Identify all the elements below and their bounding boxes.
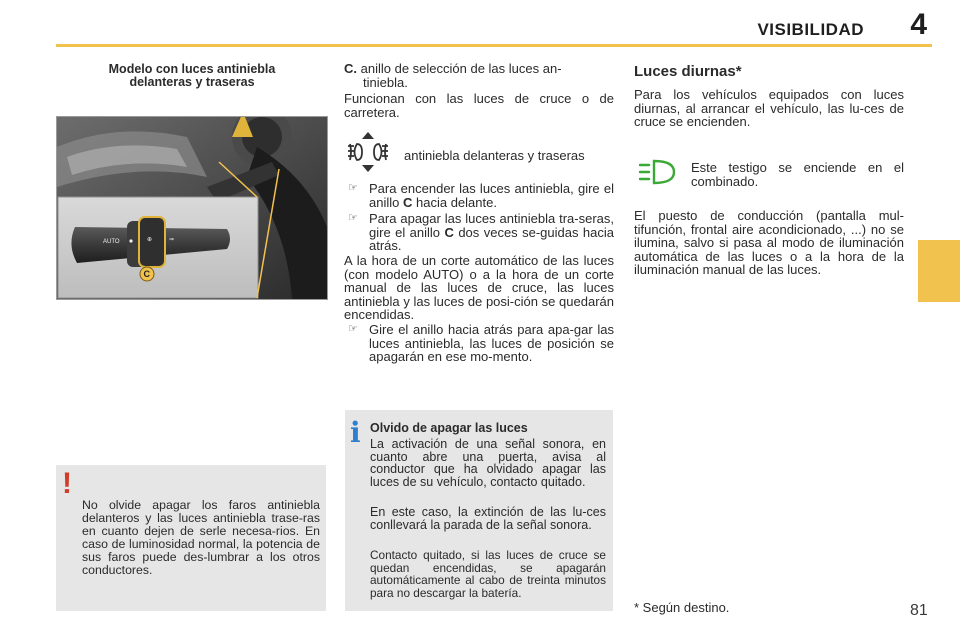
cockpit-lighting-paragraph: El puesto de conducción (pantalla mul-tifunción, frontal aire acondicionado, ...) no se ilumina, salvo si pasa al modo de iluminación automática de las luces o a la hora de la iluminación manual de las luces. [634, 208, 904, 277]
hand-pointer-icon: ☞ [348, 212, 358, 224]
section-heading-fog: Modelo con luces antiniebla delanteras y traseras [108, 62, 276, 89]
ring-c-text-2: tiniebla. [363, 74, 408, 90]
ring-c-text-1: anillo de selección de las luces an- [360, 61, 562, 76]
auto-cutoff-paragraph: A la hora de un corte automático de las luces (con modelo AUTO) o a la hora de un corte manual de las luces de cruce, las luces antiniebla y las luces de posi-ción se quedarán encendidas. [344, 253, 614, 322]
info-paragraph: Contacto quitado, si las luces de cruce se quedan encendidas, se apagarán automáticamente al cabo de treinta minutos para no descargar la batería. [370, 548, 606, 600]
auto-position-label: AUTO [103, 239, 120, 245]
info-title: Olvido de apagar las luces [370, 421, 528, 435]
ring-c-key: C. [344, 61, 357, 76]
hand-pointer-icon: ☞ [348, 182, 358, 194]
instruction-item: ☞ Gire el anillo hacia atrás para apa-gar las luces antiniebla, las luces de posición se apagarán en ese mo-mento. [348, 322, 614, 364]
svg-text:⊕: ⊕ [147, 237, 153, 243]
instruction-item: ☞ Para encender las luces antiniebla, gire el anillo C hacia delante. [348, 181, 614, 210]
info-paragraph: En este caso, la extinción de las lu-ces conllevará la parada de la señal sonora. [370, 505, 606, 532]
section-title-daytime: Luces diurnas* [634, 63, 742, 80]
warning-text: No olvide apagar los faros antiniebla delanteros y las luces antiniebla trase-ras en cuanto dejen de serle necesa-rios. En caso de luminosidad normal, la potencia de sus faros puede des-lumbrar a los otros conductores. [82, 498, 320, 577]
instruction-item: ☞ Para apagar las luces antiniebla tra-seras, gire el anillo C dos veces se-guidas hacia atrás. [348, 211, 615, 253]
function-text: Funcionan con las luces de cruce o de carretera. [344, 91, 614, 120]
front-rear-fog-light-icon [346, 130, 390, 174]
daytime-indicator-text: Este testigo se enciende en el combinado. [691, 160, 904, 189]
light-stalk-illustration [57, 117, 327, 299]
chapter-side-tab [918, 240, 960, 302]
footnote: * Según destino. [634, 600, 730, 615]
chapter-title: VISIBILIDAD [757, 20, 864, 39]
daytime-intro: Para los vehículos equipados con luces diurnas, al arrancar el vehículo, las lu-ces de cruce se encienden. [634, 87, 904, 129]
svg-text:⇒: ⇒ [169, 237, 175, 243]
fog-light-label: antiniebla delanteras y traseras [404, 148, 585, 163]
header-rule [56, 44, 932, 47]
warning-box [56, 465, 326, 611]
info-icon: i [350, 416, 361, 449]
ring-c-description [344, 62, 614, 89]
ring-c-label: C [143, 269, 150, 279]
chapter-number: 4 [910, 8, 927, 41]
exclamation-icon: ! [62, 467, 72, 500]
page-number: 81 [910, 602, 928, 619]
info-box [345, 410, 613, 611]
light-stalk-photo [56, 116, 328, 300]
daytime-running-light-icon [638, 158, 678, 186]
hand-pointer-icon: ☞ [348, 323, 358, 335]
info-paragraph: La activación de una señal sonora, en cuanto abre una puerta, avisa al conductor que ha olvidado apagar las luces de su vehículo, contacto quitado. [370, 437, 606, 489]
